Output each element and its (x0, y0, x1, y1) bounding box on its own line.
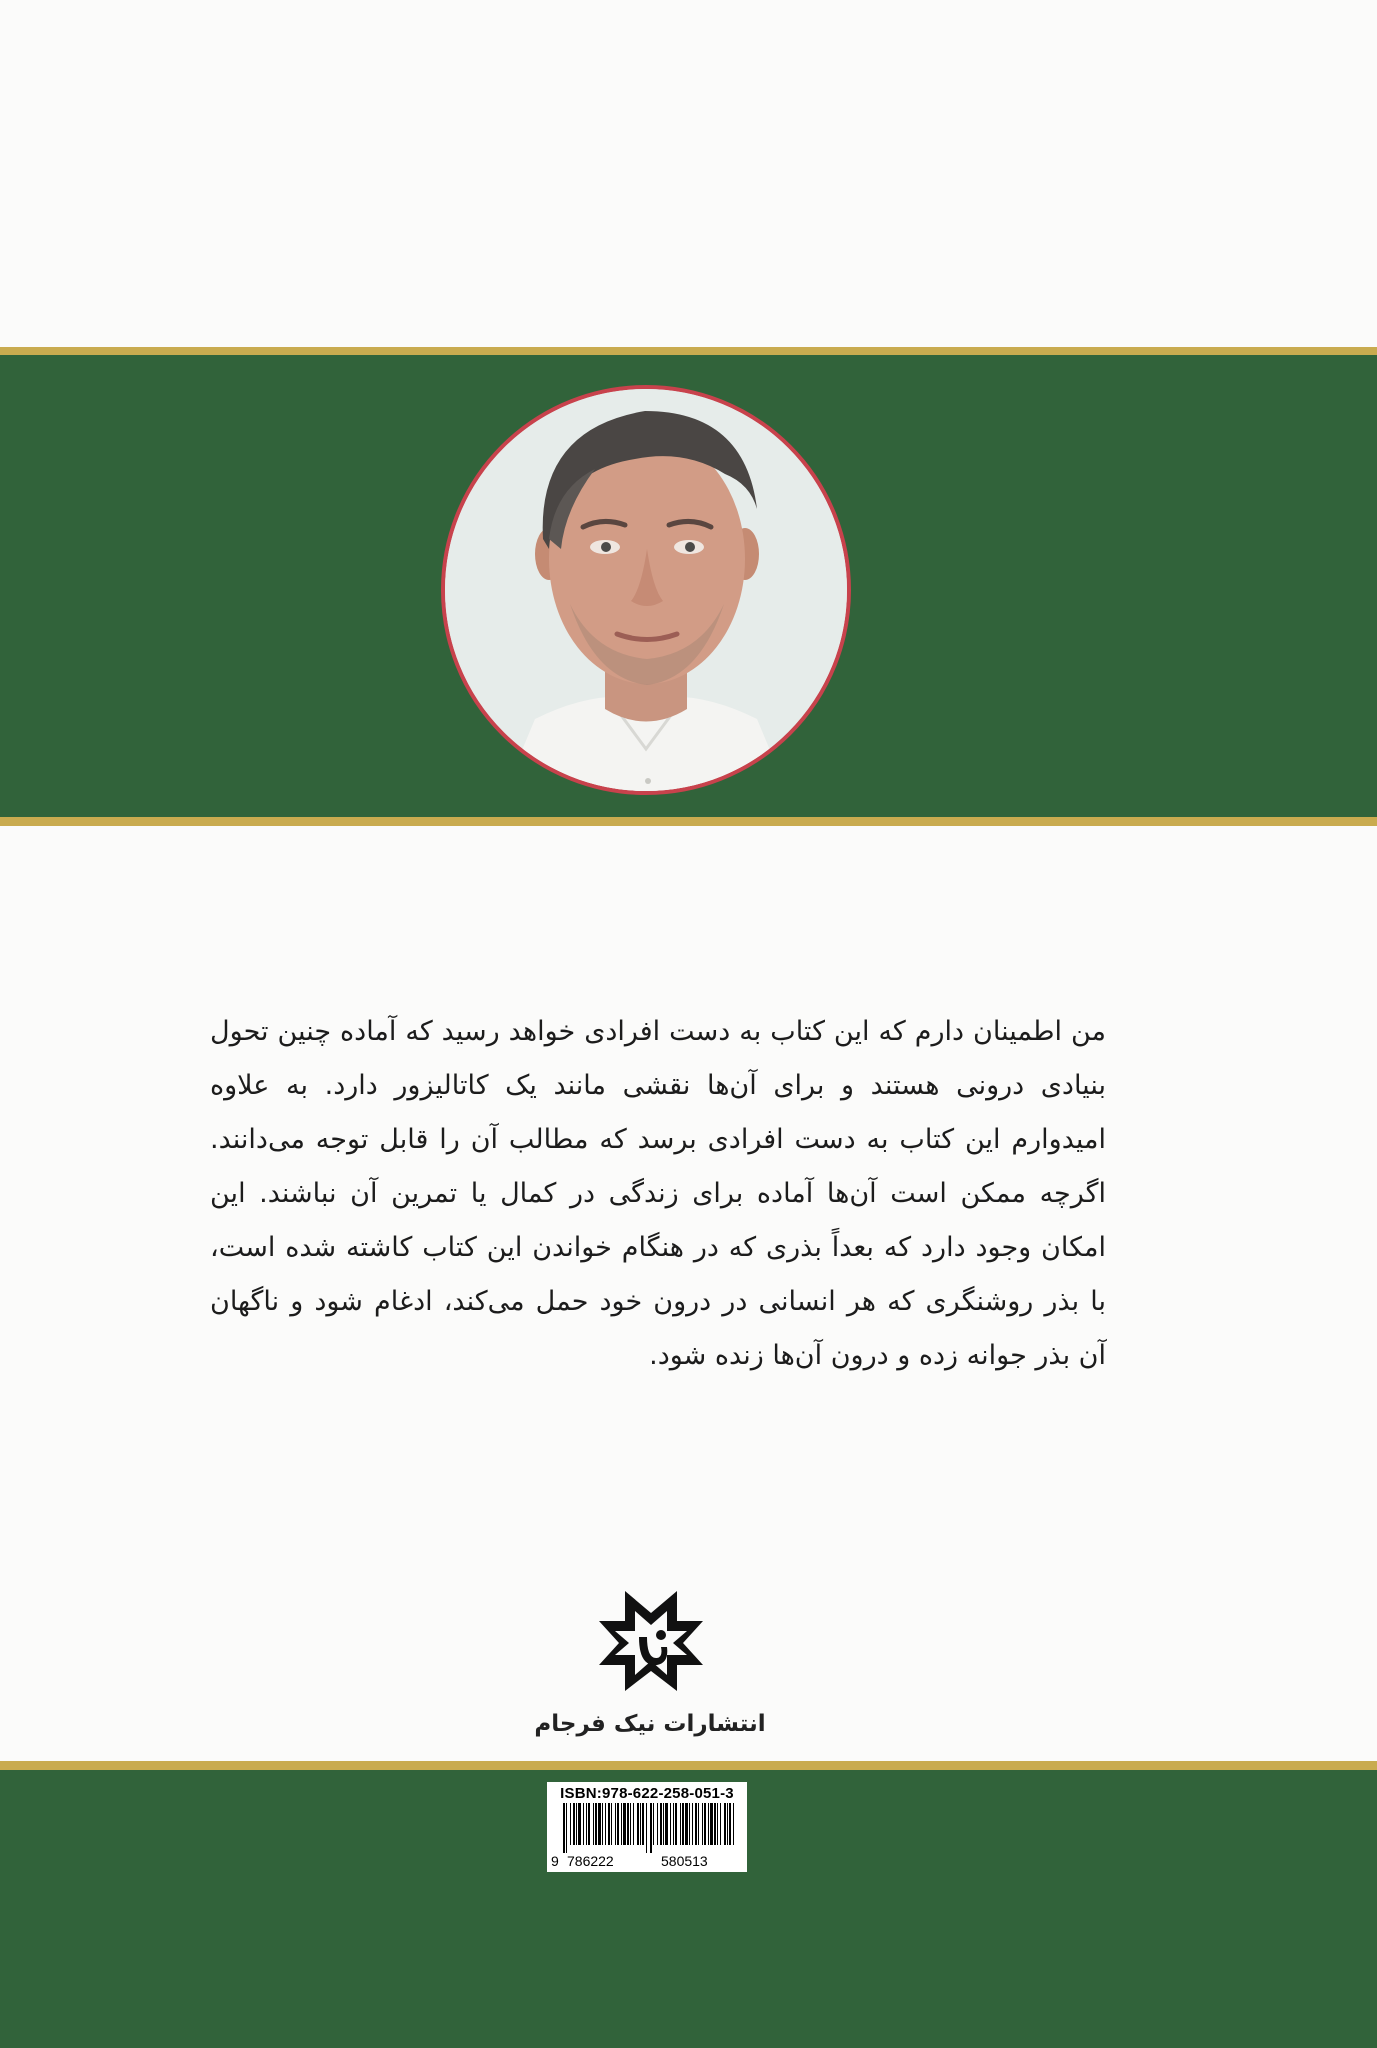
barcode-bar (714, 1803, 716, 1845)
barcode-bar (598, 1803, 601, 1845)
barcode-bar (637, 1803, 639, 1845)
barcode-bar (710, 1803, 713, 1845)
barcode-bar (727, 1803, 728, 1845)
barcode-bar (657, 1803, 658, 1845)
barcode-bar (586, 1803, 587, 1845)
bottom-gold-stripe (0, 1761, 1377, 1770)
barcode-bar (583, 1803, 584, 1845)
barcode-bar (720, 1803, 721, 1845)
barcode-bar (617, 1803, 619, 1845)
back-cover-blurb: من اطمینان دارم که این کتاب به دست افرادی خواهد رسید که آماده چنین تحول بنیادی درونی هستند و برای آن‌ها نقشی مانند یک کاتالیزور دارد. به علاوه امیدوارم این کتاب به دست افرادی برسد که مطالب آن را قابل توجه می‌دانند. اگرچه ممکن است آن‌ها آماده برای زندگی در کمال یا تمرین آن نباشند. این امکان وجود دارد که بعداً بذری که در هنگام خواندن این کتاب کاشته شده است، با بذر روشنگری که هر انسانی در درون خود حمل می‌کند، ادغام شود و ناگهان آن بذر جوانه زده و درون آن‌ها زنده شود. (210, 1016, 1106, 1371)
barcode-bar (673, 1803, 674, 1845)
barcode-bar (633, 1803, 634, 1845)
barcode-bar (563, 1803, 565, 1853)
barcode-bar (640, 1803, 641, 1845)
isbn-label: ISBN:978-622-258-051-3 (560, 1785, 734, 1802)
barcode-bar (650, 1803, 652, 1853)
barcode-digits-right: 580513 (661, 1853, 708, 1869)
barcode-bar (578, 1803, 581, 1845)
author-portrait (441, 385, 851, 795)
barcode-digit-first: 9 (551, 1853, 559, 1869)
barcode-bar (724, 1803, 726, 1845)
barcode-bar (646, 1803, 647, 1853)
isbn-barcode (547, 1782, 747, 1872)
barcode-digits-left: 786222 (567, 1853, 614, 1869)
barcode-bar (702, 1803, 703, 1845)
barcode-bar (689, 1803, 690, 1845)
barcode-bar (692, 1803, 693, 1845)
barcode-bar (729, 1803, 731, 1845)
barcode-bar (602, 1803, 603, 1845)
barcode-bar (733, 1803, 734, 1845)
barcode-bar (630, 1803, 631, 1845)
barcode-bars (551, 1803, 743, 1853)
barcode-bar (682, 1803, 684, 1845)
publisher-logo-icon (595, 1587, 707, 1695)
barcode-bar (611, 1803, 612, 1845)
barcode-bar (593, 1803, 594, 1845)
barcode-bar (717, 1803, 718, 1845)
barcode-bar (621, 1803, 622, 1845)
barcode-digits (551, 1853, 743, 1869)
barcode-bar (595, 1803, 597, 1845)
barcode-bar (663, 1803, 664, 1845)
barcode-bar (653, 1803, 654, 1845)
publisher-name: انتشارات نیک فرجام (534, 1711, 766, 1737)
barcode-bar (573, 1803, 575, 1845)
portrait-photo (445, 389, 847, 791)
barcode-bar (680, 1803, 681, 1845)
barcode-bar (615, 1803, 616, 1845)
top-gold-stripe (0, 347, 1377, 355)
barcode-bar (670, 1803, 671, 1845)
barcode-bar (566, 1803, 567, 1853)
barcode-bar (642, 1803, 644, 1845)
barcode-bar (708, 1803, 709, 1845)
barcode-bar (576, 1803, 577, 1845)
barcode-bar (675, 1803, 677, 1845)
barcode-bar (605, 1803, 606, 1845)
barcode-bar (627, 1803, 629, 1845)
barcode-bar (704, 1803, 706, 1845)
barcode-bar (570, 1803, 571, 1845)
barcode-bar (698, 1803, 699, 1845)
barcode-bar (685, 1803, 688, 1845)
barcode-bar (660, 1803, 662, 1845)
barcode-bar (608, 1803, 610, 1845)
barcode-bar (623, 1803, 626, 1845)
barcode-bar (588, 1803, 590, 1845)
top-gold-stripe-lower (0, 817, 1377, 826)
barcode-bar (665, 1803, 668, 1845)
barcode-bar (695, 1803, 697, 1845)
